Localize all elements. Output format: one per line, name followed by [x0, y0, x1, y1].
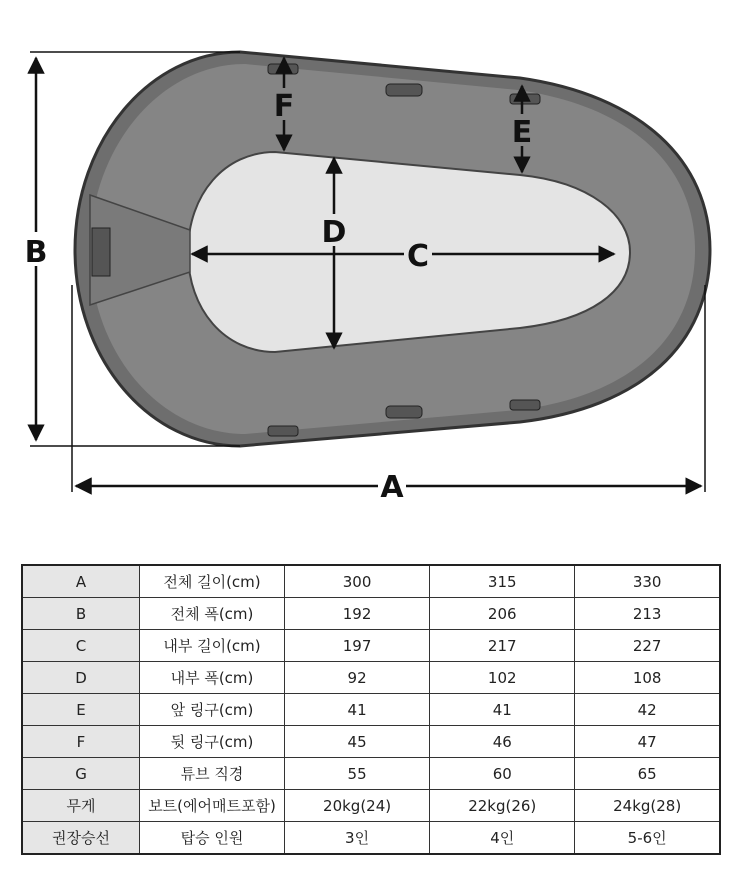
value-cell: 5-6인	[575, 822, 720, 855]
value-cell: 24kg(28)	[575, 790, 720, 822]
row-key-cell: A	[22, 565, 140, 598]
value-cell: 192	[285, 598, 430, 630]
row-label-cell: 전체 폭(cm)	[140, 598, 285, 630]
spec-table	[21, 564, 721, 855]
table-row	[22, 822, 720, 855]
value-cell: 20kg(24)	[285, 790, 430, 822]
table-row	[22, 630, 720, 662]
row-label-cell: 내부 길이(cm)	[140, 630, 285, 662]
row-key-cell: G	[22, 758, 140, 790]
row-key-cell: 권장승선	[22, 822, 140, 855]
value-cell: 213	[575, 598, 720, 630]
dimension-b-label: B	[24, 235, 48, 270]
table-row	[22, 662, 720, 694]
value-cell: 227	[575, 630, 720, 662]
dimension-f-label: F	[273, 89, 295, 124]
table-row	[22, 790, 720, 822]
oarlock-bottom	[386, 406, 422, 418]
row-label-cell: 내부 폭(cm)	[140, 662, 285, 694]
value-cell: 41	[430, 694, 575, 726]
value-cell: 45	[285, 726, 430, 758]
value-cell: 102	[430, 662, 575, 694]
row-key-cell: F	[22, 726, 140, 758]
value-cell: 300	[285, 565, 430, 598]
table-row	[22, 726, 720, 758]
row-key-cell: 무게	[22, 790, 140, 822]
row-key-cell: D	[22, 662, 140, 694]
row-key-cell: E	[22, 694, 140, 726]
table-row	[22, 694, 720, 726]
boat-illustration	[75, 52, 710, 446]
row-label-cell: 앞 링구(cm)	[140, 694, 285, 726]
value-cell: 330	[575, 565, 720, 598]
row-key-cell: B	[22, 598, 140, 630]
value-cell: 41	[285, 694, 430, 726]
table-row	[22, 758, 720, 790]
value-cell: 197	[285, 630, 430, 662]
value-cell: 46	[430, 726, 575, 758]
table-row	[22, 565, 720, 598]
table-row	[22, 598, 720, 630]
value-cell: 92	[285, 662, 430, 694]
value-cell: 108	[575, 662, 720, 694]
dimension-d-label: D	[321, 215, 347, 250]
dimension-c-label: C	[406, 239, 430, 274]
row-label-cell: 탑승 인원	[140, 822, 285, 855]
value-cell: 22kg(26)	[430, 790, 575, 822]
value-cell: 47	[575, 726, 720, 758]
value-cell: 315	[430, 565, 575, 598]
row-label-cell: 뒷 링구(cm)	[140, 726, 285, 758]
dimension-a-label: A	[380, 470, 404, 505]
value-cell: 3인	[285, 822, 430, 855]
value-cell: 60	[430, 758, 575, 790]
handle-top-right	[510, 94, 540, 104]
value-cell: 217	[430, 630, 575, 662]
row-label-cell: 보트(에어매트포함)	[140, 790, 285, 822]
row-label-cell: 튜브 직경	[140, 758, 285, 790]
value-cell: 55	[285, 758, 430, 790]
handle-bottom-left	[268, 426, 298, 436]
oarlock-mount	[92, 228, 110, 276]
value-cell: 4인	[430, 822, 575, 855]
value-cell: 206	[430, 598, 575, 630]
row-key-cell: C	[22, 630, 140, 662]
dimension-e-label: E	[511, 115, 533, 150]
handle-bottom-right	[510, 400, 540, 410]
value-cell: 65	[575, 758, 720, 790]
row-label-cell: 전체 길이(cm)	[140, 565, 285, 598]
oarlock-top	[386, 84, 422, 96]
value-cell: 42	[575, 694, 720, 726]
